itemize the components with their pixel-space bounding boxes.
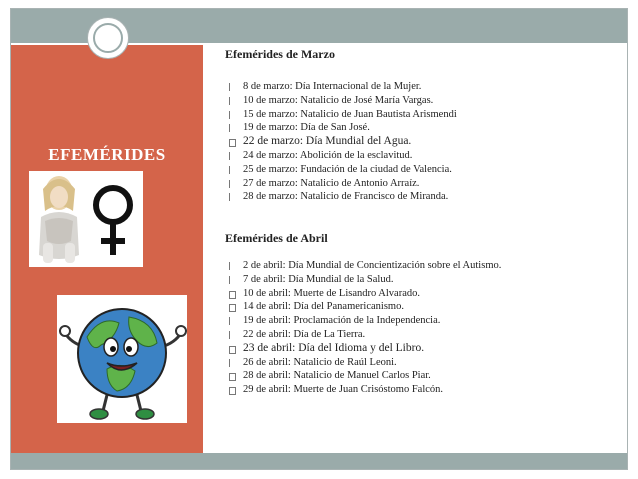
list-item: 14 de abril: Día del Panamericanismo. <box>229 300 501 314</box>
list-item: 7 de abril: Día Mundial de la Salud. <box>229 273 501 287</box>
decorative-circle-icon <box>87 17 129 59</box>
woman-female-symbol-icon <box>29 171 143 267</box>
list-item: 19 de abril: Proclamación de la Independencia. <box>229 314 501 328</box>
bullet-box-icon <box>229 291 236 299</box>
list-item: 22 de marzo: Día Mundial del Agua. <box>229 135 457 149</box>
list-item: 10 de abril: Muerte de Lisandro Alvarado. <box>229 287 501 301</box>
list-item: 24 de marzo: Abolición de la esclavitud. <box>229 149 457 163</box>
bullet-icon <box>229 111 236 119</box>
bullet-icon <box>229 359 236 367</box>
bullet-icon <box>229 262 236 270</box>
list-item: 15 de marzo: Natalicio de Juan Bautista Arismendi <box>229 108 457 122</box>
bullet-icon <box>229 97 236 105</box>
slide <box>10 8 628 470</box>
list-item: 28 de abril: Natalicio de Manuel Carlos Piar. <box>229 369 501 383</box>
earth-cartoon-image <box>57 295 187 423</box>
bullet-icon <box>229 166 236 174</box>
list-item: 28 de marzo: Natalicio de Francisco de Miranda. <box>229 190 457 204</box>
bullet-icon <box>229 317 236 325</box>
left-panel <box>11 45 203 453</box>
list-item: 8 de marzo: Día Internacional de la Mujer. <box>229 80 457 94</box>
list-item: 26 de abril: Natalicio de Raúl Leoni. <box>229 356 501 370</box>
bullet-box-icon <box>229 373 236 381</box>
bullet-box-icon <box>229 139 236 147</box>
earth-globe-icon <box>57 295 187 423</box>
section-title-abril: Efemérides de Abril <box>225 231 328 245</box>
decorative-circle-inner <box>93 23 123 53</box>
list-marzo <box>229 80 457 204</box>
bullet-icon <box>229 193 236 201</box>
section-title-marzo: Efemérides de Marzo <box>225 47 335 61</box>
list-item: 22 de abril: Día de La Tierra. <box>229 328 501 342</box>
bullet-icon <box>229 276 236 284</box>
list-item: 2 de abril: Día Mundial de Concientización sobre el Autismo. <box>229 259 501 273</box>
woman-female-symbol-image <box>29 171 143 267</box>
bullet-box-icon <box>229 346 236 354</box>
list-item: 25 de marzo: Fundación de la ciudad de Valencia. <box>229 163 457 177</box>
bullet-box-icon <box>229 304 236 312</box>
bullet-icon <box>229 152 236 160</box>
bottom-band <box>11 453 627 469</box>
bullet-box-icon <box>229 387 236 395</box>
list-item: 23 de abril: Día del Idioma y del Libro. <box>229 342 501 356</box>
bullet-icon <box>229 124 236 132</box>
bullet-icon <box>229 331 236 339</box>
list-item: 29 de abril: Muerte de Juan Crisóstomo Falcón. <box>229 383 501 397</box>
list-abril <box>229 259 501 397</box>
bullet-icon <box>229 180 236 188</box>
list-item: 19 de marzo: Día de San José. <box>229 121 457 135</box>
list-item: 10 de marzo: Natalicio de José María Vargas. <box>229 94 457 108</box>
list-item: 27 de marzo: Natalicio de Antonio Arraíz. <box>229 177 457 191</box>
bullet-icon <box>229 83 236 91</box>
panel-title: EFEMÉRIDES <box>48 145 166 164</box>
